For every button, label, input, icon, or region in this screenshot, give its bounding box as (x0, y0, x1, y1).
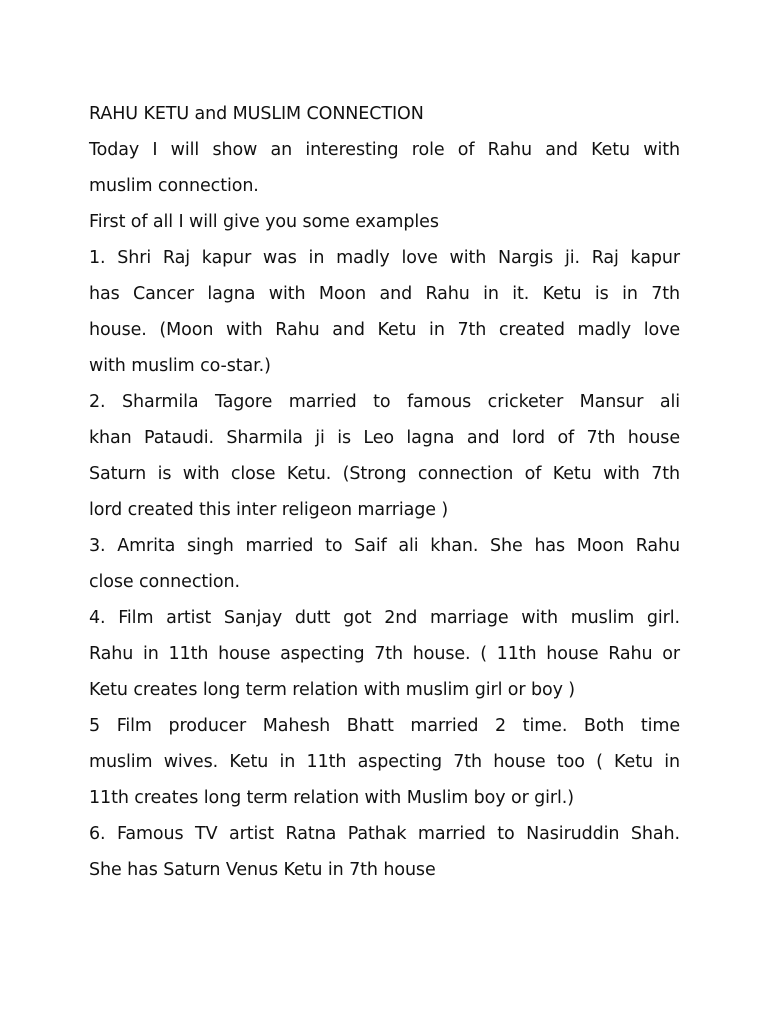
text-line: close connection. (89, 572, 240, 592)
text-line: 6. Famous TV artist Ratna Pathak married to Nasiruddin Shah. (89, 824, 680, 844)
text-line: has Cancer lagna with Moon and Rahu in it. Ketu is in 7th (89, 284, 680, 304)
text-line: Today I will show an interesting role of Rahu and Ketu with (89, 140, 680, 160)
text-line: 3. Amrita singh married to Saif ali khan. She has Moon Rahu (89, 536, 680, 556)
text-line: 1. Shri Raj kapur was in madly love with Nargis ji. Raj kapur (89, 248, 680, 268)
text-line: muslim wives. Ketu in 11th aspecting 7th house too ( Ketu in (89, 752, 680, 772)
text-line: First of all I will give you some examples (89, 212, 439, 232)
text-line: 4. Film artist Sanjay dutt got 2nd marriage with muslim girl. (89, 608, 680, 628)
text-line: 2. Sharmila Tagore married to famous cricketer Mansur ali (89, 392, 680, 412)
text-line: 5 Film producer Mahesh Bhatt married 2 time. Both time (89, 716, 680, 736)
text-line: khan Pataudi. Sharmila ji is Leo lagna and lord of 7th house (89, 428, 680, 448)
text-line: She has Saturn Venus Ketu in 7th house (89, 860, 436, 880)
text-line: house. (Moon with Rahu and Ketu in 7th created madly love (89, 320, 680, 340)
text-line: muslim connection. (89, 176, 259, 196)
document-title: RAHU KETU and MUSLIM CONNECTION (89, 104, 424, 124)
text-line: with muslim co-star.) (89, 356, 271, 376)
document-page (89, 96, 680, 888)
text-line: Ketu creates long term relation with muslim girl or boy ) (89, 680, 576, 700)
text-line: 11th creates long term relation with Muslim boy or girl.) (89, 788, 574, 808)
text-line: lord created this inter religeon marriage ) (89, 500, 449, 520)
text-line: Saturn is with close Ketu. (Strong connection of Ketu with 7th (89, 464, 680, 484)
text-line: Rahu in 11th house aspecting 7th house. ( 11th house Rahu or (89, 644, 680, 664)
